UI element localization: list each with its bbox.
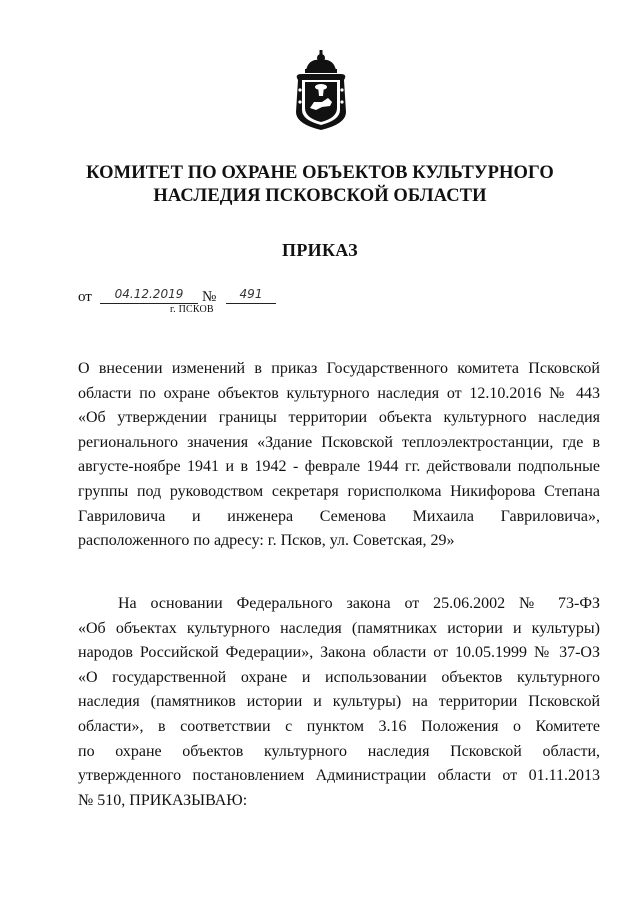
subject-line: Гавриловича и инженера Семенова Михаила Гавриловича», — [78, 507, 600, 525]
handwritten-date: 04.12.2019 — [100, 287, 198, 304]
order-subject — [78, 357, 600, 554]
basis-line: На основании Федерального закона от 25.06.2002 № 73-ФЗ — [118, 595, 600, 612]
subject-line: регионального значения «Здание Псковской теплоэлектростанции, где в — [78, 433, 600, 451]
organization-name-line-2: НАСЛЕДИЯ ПСКОВСКОЙ ОБЛАСТИ — [153, 186, 487, 206]
basis-line: области», в соответствии с пунктом 3.16 Положения о Комитете — [78, 717, 600, 735]
document-type-title: ПРИКАЗ — [282, 240, 358, 260]
subject-line: О внесении изменений в приказ Государственного комитета Псковской — [78, 360, 600, 377]
basis-line: народов Российской Федерации», Закона области от 10.05.1999 № 37-ОЗ — [78, 644, 600, 662]
number-sign: № — [202, 289, 217, 305]
organization-name-line-1: КОМИТЕТ ПО ОХРАНЕ ОБЪЕКТОВ КУЛЬТУРНОГО — [86, 163, 554, 183]
subject-line: группы под руководством секретаря горисполкома Никифорова Степана — [78, 482, 600, 500]
handwritten-number: 491 — [226, 287, 276, 304]
basis-line: «Об объектах культурного наследия (памятниках истории и культуры) — [78, 619, 600, 637]
basis-line: наследия (памятников истории и культуры) на территории Псковской — [78, 693, 600, 711]
coat-of-arms-emblem — [292, 50, 350, 132]
basis-line: № 510, ПРИКАЗЫВАЮ: — [78, 791, 248, 809]
subject-line: августе-ноябре 1941 и в 1942 - феврале 1944 гг. действовали подпольные — [78, 458, 600, 476]
date-prefix: от — [78, 289, 92, 305]
subject-line: области по охране объектов культурного наследия от 12.10.2016 № 443 — [78, 384, 600, 402]
subject-line: расположенного по адресу: г. Псков, ул. Советская, 29» — [78, 532, 455, 550]
basis-line: утвержденного постановлением Администрации области от 01.11.2013 — [78, 767, 600, 785]
basis-line: по охране объектов культурного наследия Псковской области, — [78, 742, 600, 760]
subject-line: «Об утверждении границы территории объекта культурного наследия — [78, 409, 600, 427]
order-basis-paragraph — [78, 592, 600, 813]
crown-icon — [305, 50, 337, 73]
city-label: г. ПСКОВ — [170, 304, 214, 315]
basis-line: «О государственной охране и использовании объектов культурного — [78, 668, 600, 686]
